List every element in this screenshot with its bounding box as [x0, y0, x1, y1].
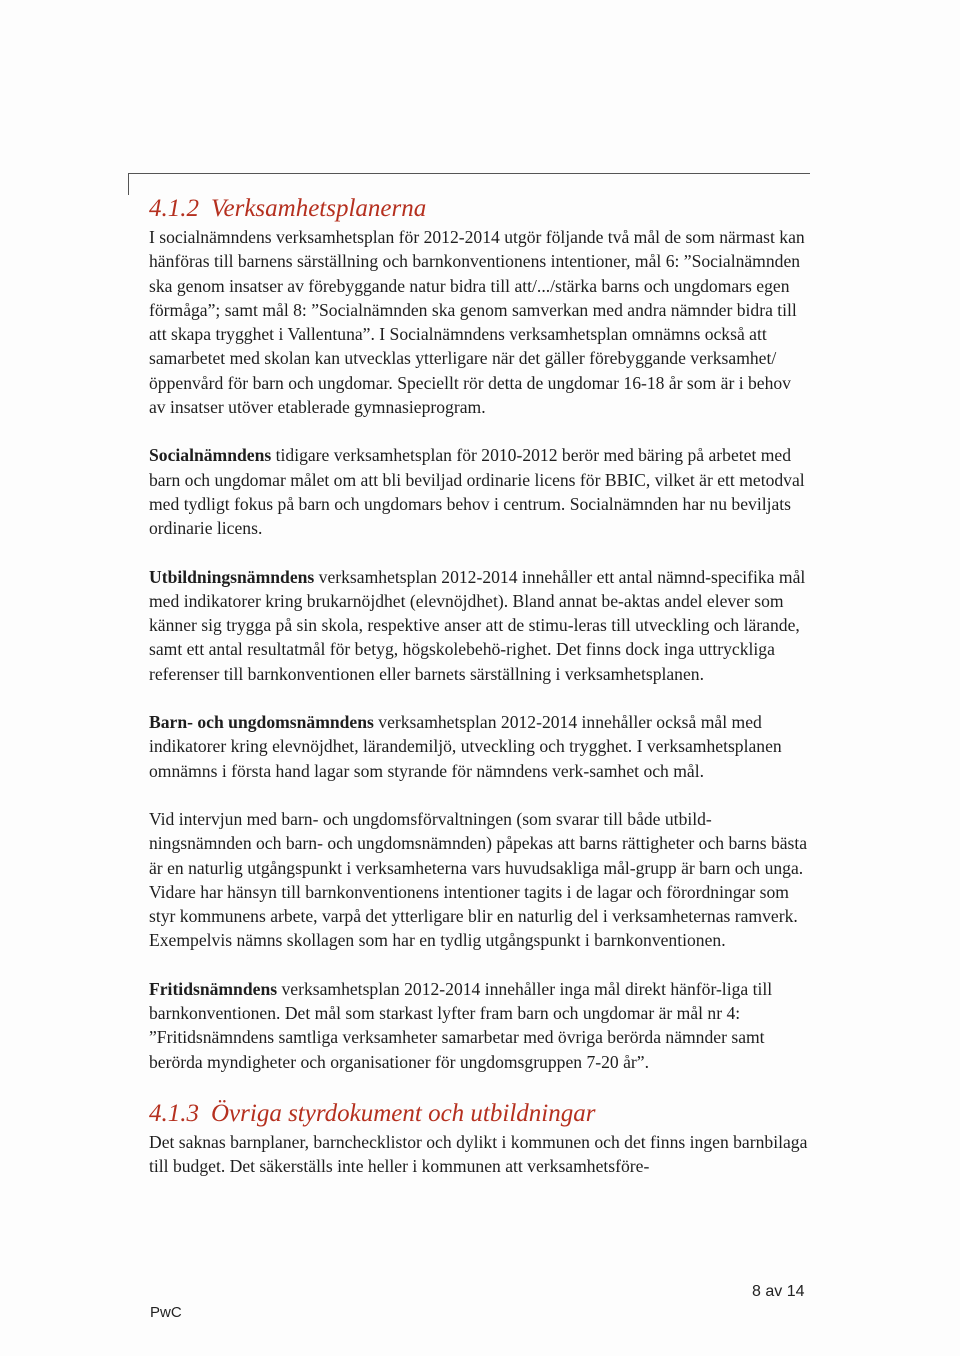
paragraph-lead: Utbildningsnämndens	[149, 566, 315, 587]
section-number: 4.1.3	[149, 1099, 199, 1127]
paragraph-socialnamnden-goals: I socialnämndens verksamhetsplan för 2012-2014 utgör följande två mål de som närmast kan hänföras till barnens särställning och barnkonventionens intentioner, mål 6: ”Socialnämnden ska genom insatser av förebyggande natur bidra till att/.../stärka barns och ungdomars egen förmåga”; samt mål 8: ”Socialnämnden ska genom samverkan med andra nämnder bidra till att skapa trygghet i Vallentuna”. I Socialnämndens verksamhetsplan omnämns också att samarbetet med skolan kan utvecklas ytterligare när det gäller förebyggande verksamhet/öppenvård för barn och ungdomar. Speciellt rör detta de ungdomar 16-18 år som är i behov av insatser utöver etablerade gymnasieprogram.	[149, 227, 805, 418]
section-title: Övriga styrdokument och utbildningar	[211, 1099, 596, 1127]
page-content	[149, 193, 811, 1179]
page-number: 8 av 14	[752, 1283, 805, 1300]
header-rule	[128, 173, 810, 174]
paragraph-body: verksamhetsplan 2012-2014 innehåller också mål med indikatorer kring elevnöjdhet, lärandemiljö, utveckling och trygghet. I verksamhetsplanen omnämns i första hand lagar som styrande för nämndens verk-samhet och mål.	[149, 712, 782, 781]
paragraph-body: tidigare verksamhetsplan för 2010-2012 berör med bäring på arbetet med barn och ungdomar målet om att bli beviljad ordinarie licens för BBIC, vilket är ett metodval med tydligt fokus på barn och ungdomars behov i centrum. Socialnämnden har nu beviljats ordinarie licens.	[149, 445, 805, 539]
paragraph-lead: Socialnämndens	[149, 445, 272, 466]
paragraph-barn-ungdomsnamnden	[149, 710, 811, 783]
paragraph-utbildningsnamnden	[149, 565, 811, 686]
paragraph-lead: Barn- och ungdomsnämndens	[149, 712, 374, 733]
section-heading-4-1-3	[149, 1098, 811, 1130]
paragraph-socialnamnden-previous	[149, 443, 811, 540]
paragraph-body: verksamhetsplan 2012-2014 innehåller ett antal nämnd-specifika mål med indikatorer kring brukarnöjdhet (elevnöjdhet). Bland annat be-aktas andel elever som känner sig trygga på sin skola, respektive anser att de stimu-leras till utveckling och lärande, samt ett antal resultatmål för betyg, högskolebehö-righet. Det finns dock inga uttryckliga referenser till barnkonventionen eller barnets särställning i verksamhetsplanen.	[149, 566, 806, 684]
paragraph-fritidsnamnden	[149, 977, 811, 1074]
paragraph-body: verksamhetsplan 2012-2014 innehåller inga mål direkt hänför-liga till barnkonventionen. Det mål som starkast lyfter fram barn och ungdomar är mål nr 4: ”Fritidsnämndens samtliga verksamheter samarbetar med övriga berörda nämnder samt berörda myndigheter och organisationer för ungdomsgruppen 7-20 år”.	[149, 978, 773, 1072]
paragraph-ovriga-styrdokument: Det saknas barnplaner, barnchecklistor och dylikt i kommunen och det finns ingen barnbilaga till budget. Det säkerställs inte heller i kommunen att verksamhetsföre-	[149, 1131, 808, 1177]
footer-brand: PwC	[150, 1304, 182, 1321]
paragraph-lead: Fritidsnämndens	[149, 978, 278, 999]
section-number: 4.1.2	[149, 195, 199, 222]
header-rule-corner	[128, 173, 129, 195]
section-heading-4-1-2	[149, 193, 811, 225]
paragraph-interview: Vid intervjun med barn- och ungdomsförvaltningen (som svarar till både utbild-ningsnämnden och barn- och ungdomsnämnden) påpekas att barns rättigheter och barns bästa är en naturlig utgångspunkt i verksamheterna vars huvudsakliga mål-grupp är barn och unga. Vidare har hänsyn till barnkonventionens intentioner tagits i de lagar och förordningar som styr kommunens arbete, varpå det ytterligare blir en naturlig del i verksamheternas ramverk. Exempelvis nämns skollagen som har en tydlig utgångspunkt i barnkonventionen.	[149, 808, 808, 951]
section-title: Verksamhetsplanerna	[211, 195, 427, 222]
